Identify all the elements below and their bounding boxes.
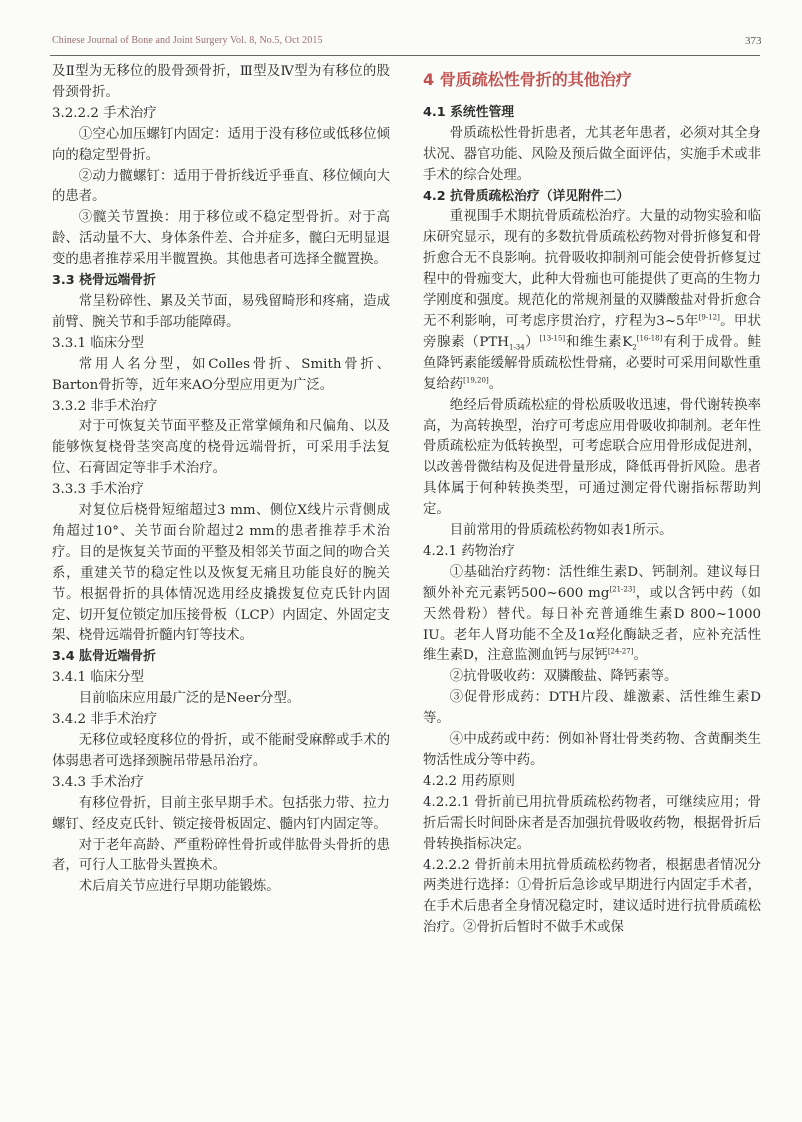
text-run: 有移位骨折，目前主张早期手术。包括张力带、拉力螺钉、经皮克氏针、锁定接骨板固定、髓内钉内固定等。 xyxy=(52,795,390,832)
paragraph xyxy=(52,125,390,167)
subheading xyxy=(52,62,390,104)
paragraph xyxy=(52,877,390,898)
text-run: ） xyxy=(524,334,540,350)
paragraph xyxy=(52,794,390,836)
paragraph xyxy=(52,689,390,710)
page-number: 373 xyxy=(745,35,762,47)
paragraph xyxy=(423,396,761,521)
text-run: 术后肩关节应进行早期功能锻炼。 xyxy=(78,879,280,895)
text-run: 和维生素K xyxy=(565,334,633,350)
text-run: 3.2.2.2 手术治疗 xyxy=(52,105,157,121)
citation-ref: [9-12] xyxy=(698,313,720,322)
paragraph xyxy=(52,167,390,209)
text-run: 及Ⅱ型为无移位的股骨颈骨折，Ⅲ型及Ⅳ型为有移位的股骨颈骨折。 xyxy=(52,64,390,100)
text-run: 4.2.2.2 骨折前未用抗骨质疏松药物者，根据患者情况分两类进行选择：①骨折后急诊或早期进行内固定手术者，在手术后患者全身情况稳定时，建议适时进行抗骨质疏松治疗。②骨折后暂时不做手术或保 xyxy=(423,857,761,936)
text-run: ②动力髋螺钉：适用于骨折线近乎垂直、移位倾向大的患者。 xyxy=(52,168,390,205)
text-run: 绝经后骨质疏松症的骨松质吸收迅速，骨代谢转换率高，为高转换型，治疗可考虑应用骨吸收抑制剂。老年性骨质疏松症为低转换型，可考虑联合应用骨形成促进剂，以改善骨微结构及促进骨量形成，降低再骨折风险。患者具体属于何种转换类型，可通过测定骨代谢指标帮助判定。 xyxy=(423,397,761,518)
header-divider xyxy=(50,55,760,56)
paragraph xyxy=(52,836,390,878)
text-run: 。甲状旁腺素（PTH xyxy=(423,313,761,350)
subheading xyxy=(52,397,390,418)
text-run: 4.2.2.1 骨折前已用抗骨质疏松药物者，可继续应用；骨折后需长时间卧床者是否加强抗骨吸收药物，根据骨折后骨转换指标决定。 xyxy=(423,794,761,852)
text-run: 有利于成骨。鲑鱼降钙素能缓解骨质疏松性骨痛，必要时可采用间歇性重复给药 xyxy=(423,334,762,392)
citation-ref: [21-23] xyxy=(609,585,636,594)
paragraph xyxy=(52,417,390,480)
section-heading xyxy=(52,271,390,292)
subheading xyxy=(52,710,390,731)
subheading xyxy=(423,542,761,563)
text-run: 目前临床应用最广泛的是Neer分型。 xyxy=(78,691,301,707)
subscript: 1-34 xyxy=(508,343,525,352)
text-run: 3.3.3 手术治疗 xyxy=(52,482,144,498)
paragraph xyxy=(423,730,761,772)
text-run: 3.4.3 手术治疗 xyxy=(52,774,144,790)
text-run: 。 xyxy=(488,376,503,392)
text-run: 3.4 肱骨近端骨折 xyxy=(52,649,156,665)
subheading xyxy=(52,104,390,125)
text-run: 3.3.2 非手术治疗 xyxy=(52,398,158,414)
subheading xyxy=(52,773,390,794)
text-run: 4.2.1 药物治疗 xyxy=(423,543,515,559)
text-run: 4.2.2 用药原则 xyxy=(423,773,515,789)
left-column xyxy=(52,62,390,898)
citation-ref: [16-18] xyxy=(636,334,663,343)
text-run: ④中成药或中药：例如补肾壮骨类药物、含黄酮类生物活性成分等中药。 xyxy=(423,732,761,768)
section-heading xyxy=(423,187,761,208)
text-run: 3.3.1 临床分型 xyxy=(52,335,144,351)
text-run: 无移位或轻度移位的骨折，或不能耐受麻醉或手术的体弱患者可选择颈腕吊带悬吊治疗。 xyxy=(52,733,390,769)
text-run: 4 骨质疏松性骨折的其他治疗 xyxy=(423,70,632,89)
right-column xyxy=(423,62,761,939)
text-run: ①空心加压螺钉内固定：适用于没有移位或低移位倾向的稳定型骨折。 xyxy=(52,126,390,163)
subheading xyxy=(52,480,390,501)
text-run: 常用人名分型，如Colles骨折、Smith骨折、Barton骨折等，近年来AO分型应用更为广泛。 xyxy=(52,356,390,393)
text-run: 常呈粉碎性、累及关节面，易残留畸形和疼痛，造成前臂、腕关节和手部功能障碍。 xyxy=(52,293,390,330)
text-run: 4.2 抗骨质疏松治疗（详见附件二） xyxy=(423,188,630,204)
paragraph xyxy=(52,292,390,334)
subheading xyxy=(52,334,390,355)
subheading xyxy=(423,793,761,856)
text-run: ②抗骨吸收药：双膦酸盐、降钙素等。 xyxy=(449,669,678,685)
subheading xyxy=(52,668,390,689)
text-run: 3.4.1 临床分型 xyxy=(52,670,144,686)
text-run: 4.1 系统性管理 xyxy=(423,104,515,120)
journal-running-header: Chinese Journal of Bone and Joint Surgery Vol. 8, No.5, Oct 2015 xyxy=(52,35,323,46)
text-run: 重视围手术期抗骨质疏松治疗。大量的动物实验和临床研究显示，现有的多数抗骨质疏松药物对骨折修复和骨折愈合无不良影响。抗骨吸收抑制剂可能会使骨折修复过程中的骨痂变大，此种大骨痂也可能提供了更高的生物力学刚度和强度。规范化的常规剂量的双膦酸盐对骨折愈合无不利影响，可考虑序贯治疗，疗程为3~5年 xyxy=(423,209,761,329)
subheading xyxy=(423,772,761,793)
text-run: ③促骨形成药：DTH片段、雄激素、活性维生素D等。 xyxy=(423,690,761,727)
citation-ref: [24-27] xyxy=(607,648,634,656)
paragraph xyxy=(52,501,390,647)
paragraph xyxy=(52,731,390,773)
citation-ref: [13-15] xyxy=(539,334,566,343)
text-run: 。 xyxy=(633,648,647,664)
text-run: 骨质疏松性骨折患者，尤其老年患者，必须对其全身状况、器官功能、风险及预后做全面评估，实施手术或非手术的综合处理。 xyxy=(423,125,761,183)
citation-ref: [19,20] xyxy=(463,376,489,385)
paragraph xyxy=(52,208,390,271)
paragraph xyxy=(423,207,761,395)
text-run: 目前常用的骨质疏松药物如表1所示。 xyxy=(449,523,673,539)
subscript: 2 xyxy=(632,343,637,352)
text-run: 对于老年高龄、严重粉碎性骨折或伴肱骨头骨折的患者，可行人工肱骨头置换术。 xyxy=(52,837,390,874)
paragraph xyxy=(423,563,761,668)
paragraph xyxy=(423,667,761,688)
text-run: 对于可恢复关节面平整及正常掌倾角和尺偏角、以及能够恢复桡骨茎突高度的桡骨远端骨折，可采用手法复位、石膏固定等非手术治疗。 xyxy=(52,419,390,477)
text-run: 3.3 桡骨远端骨折 xyxy=(52,273,156,289)
text-run: ③髋关节置换：用于移位或不稳定型骨折。对于高龄、活动量不大、身体条件差、合并症多，髋臼无明显退变的患者推荐采用半髋置换。其他患者可选择全髋置换。 xyxy=(52,210,390,268)
chapter-heading xyxy=(423,70,761,91)
paragraph xyxy=(423,521,761,542)
subheading xyxy=(423,856,761,940)
text-run: ①基础治疗药物：活性维生素D、钙制剂。建议每日额外补充元素钙500~600 mg xyxy=(423,564,761,601)
section-heading xyxy=(423,103,761,124)
section-heading xyxy=(52,647,390,668)
paragraph xyxy=(423,124,761,187)
paragraph xyxy=(52,355,390,397)
paragraph xyxy=(423,688,761,730)
text-run: ，或以含钙中药（如天然骨粉）替代。每日补充普通维生素D 800~1000 IU。老年人肾功能不全及1α羟化酶缺乏者，应补充活性维生素D，注意监测血钙与尿钙 xyxy=(423,585,761,664)
text-run: 对复位后桡骨短缩超过3 mm、侧位X线片示背侧成角超过10°、关节面台阶超过2 mm的患者推荐手术治疗。目的是恢复关节面的平整及相邻关节面之间的吻合关系，重建关节的稳定性以及恢复无痛且功能良好的腕关节。根据骨折的具体情况选用经皮撬拨复位克氏针内固定、切开复位锁定加压接骨板（LCP）内固定、外固定支架、桡骨远端骨折髓内钉等技术。 xyxy=(52,503,390,644)
text-run: 3.4.2 非手术治疗 xyxy=(52,712,158,728)
